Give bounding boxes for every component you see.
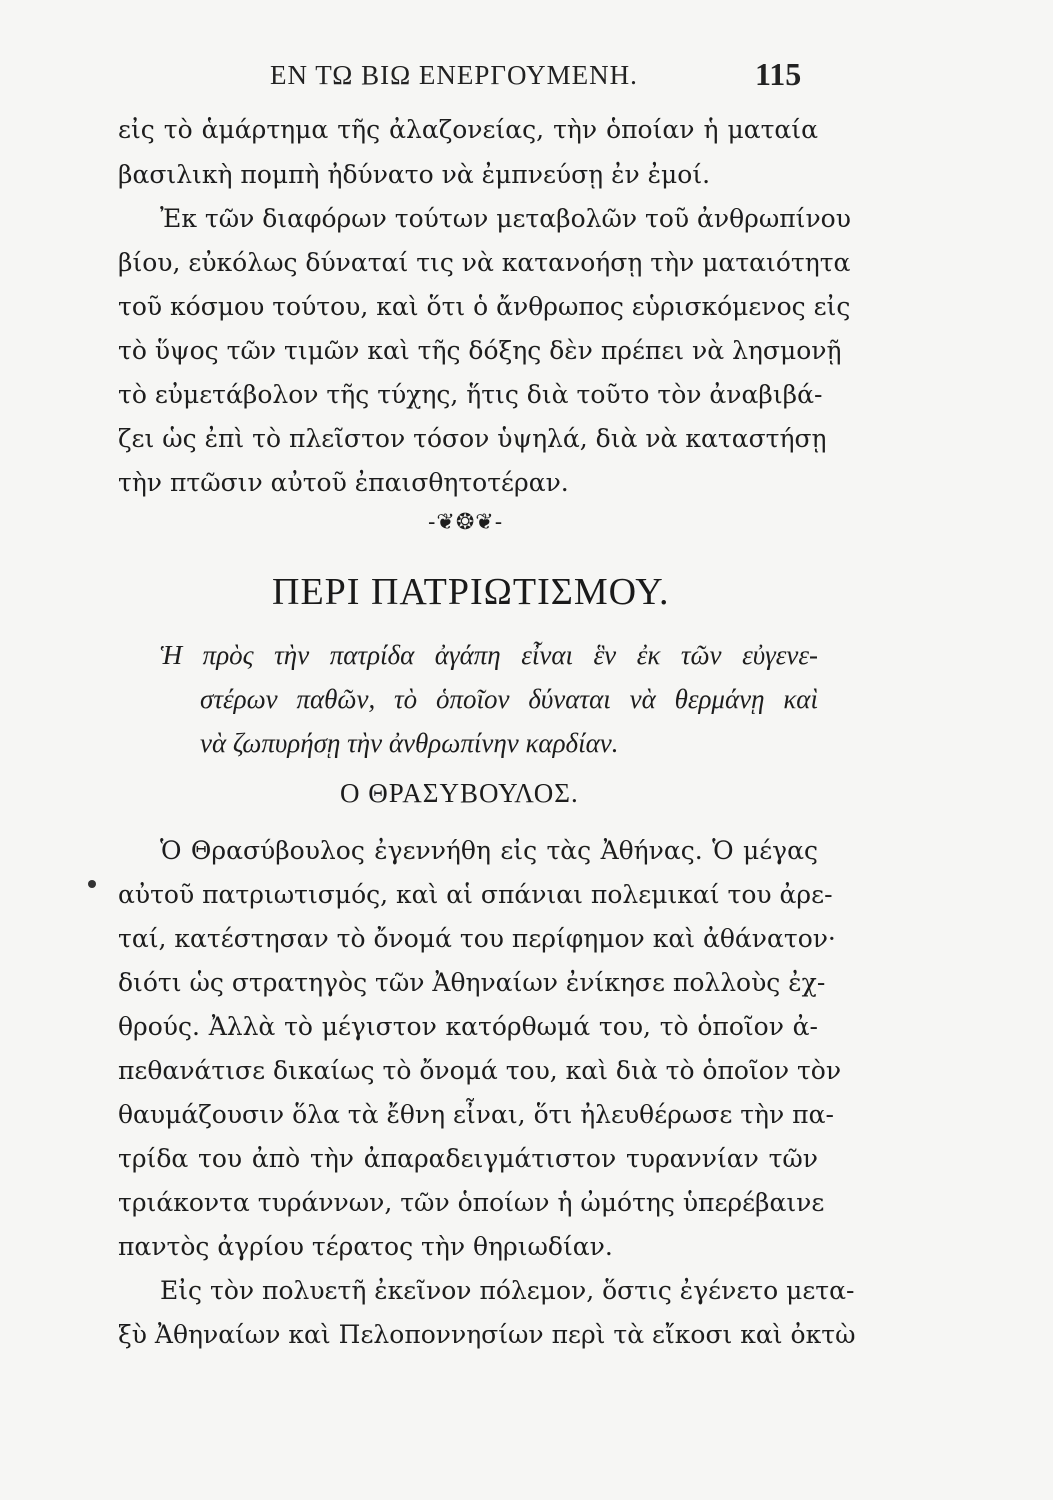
- section-ornament: -❦❂❦-: [428, 510, 504, 535]
- epigraph-line: νὰ ζωπυρήσῃ τὴν ἀνθρωπίνην καρδίαν.: [200, 728, 619, 758]
- text-line: βίου, εὐκόλως δύναταί τις νὰ κατανοήσῃ τὴν ματαιότητα: [118, 248, 851, 277]
- text-line: τὸ εὐμετάβολον τῆς τύχης, ἥτις διὰ τοῦτο τὸν ἀναβιβά-: [118, 380, 823, 409]
- text-line: τὴν πτῶσιν αὐτοῦ ἐπαισθητοτέραν.: [118, 468, 569, 497]
- epigraph-line: στέρων παθῶν, τὸ ὁποῖον δύναται νὰ θερμάνῃ καὶ: [200, 684, 818, 714]
- text-line: πεθανάτισε δικαίως τὸ ὄνομά του, καὶ διὰ τὸ ὁποῖον τὸν: [118, 1056, 842, 1085]
- text-line: τὸ ὕψος τῶν τιμῶν καὶ τῆς δόξης δὲν πρέπει νὰ λησμονῇ: [118, 336, 842, 365]
- text-line: θαυμάζουσιν ὅλα τὰ ἔθνη εἶναι, ὅτι ἠλευθέρωσε τὴν πα-: [118, 1100, 834, 1129]
- text-line: Εἰς τὸν πολυετῆ ἐκεῖνον πόλεμον, ὅστις ἐγένετο μετα-: [160, 1276, 855, 1305]
- text-line: θρούς. Ἀλλὰ τὸ μέγιστον κατόρθωμά του, τὸ ὁποῖον ἀ-: [118, 1012, 818, 1041]
- text-line: Ὁ Θρασύβουλος ἐγεννήθη εἰς τὰς Ἀθήνας. Ὁ μέγας: [160, 836, 818, 865]
- text-line: εἰς τὸ ἁμάρτημα τῆς ἀλαζονείας, τὴν ὁποίαν ἡ ματαία: [118, 115, 818, 144]
- text-line: παντὸς ἀγρίου τέρατος τὴν θηριωδίαν.: [118, 1232, 613, 1261]
- section-title: ΠΕΡΙ ΠΑΤΡΙΩΤΙΣΜΟΥ.: [272, 571, 670, 613]
- text-line: βασιλικὴ πομπὴ ἠδύνατο νὰ ἐμπνεύσῃ ἐν ἐμοί.: [118, 160, 711, 189]
- text-line: διότι ὡς στρατηγὸς τῶν Ἀθηναίων ἐνίκησε πολλοὺς ἐχ-: [118, 968, 826, 997]
- text-line: ξὺ Ἀθηναίων καὶ Πελοποννησίων περὶ τὰ εἴκοσι καὶ ὀκτὼ: [118, 1320, 856, 1349]
- stray-ink-mark: [88, 880, 96, 888]
- text-line: αὐτοῦ πατριωτισμός, καὶ αἱ σπάνιαι πολεμικαί του ἀρε-: [118, 880, 833, 909]
- text-line: ταί, κατέστησαν τὸ ὄνομά του περίφημον καὶ ἀθάνατον·: [118, 924, 836, 953]
- text-line: ζει ὡς ἐπὶ τὸ πλεῖστον τόσον ὑψηλά, διὰ νὰ καταστήσῃ: [118, 424, 827, 453]
- subsection-title: Ο ΘΡΑΣΥΒΟΥΛΟΣ.: [340, 778, 579, 808]
- text-line: τριάκοντα τυράννων, τῶν ὁποίων ἡ ὠμότης ὑπερέβαινε: [118, 1188, 825, 1217]
- text-line: Ἐκ τῶν διαφόρων τούτων μεταβολῶν τοῦ ἀνθρωπίνου: [160, 204, 851, 233]
- page-number: 115: [755, 56, 802, 92]
- text-line: τοῦ κόσμου τούτου, καὶ ὅτι ὁ ἄνθρωπος εὑρισκόμενος εἰς: [118, 292, 851, 321]
- epigraph-line: Ἡ πρὸς τὴν πατρίδα ἀγάπη εἶναι ἓν ἐκ τῶν εὐγενε-: [160, 640, 818, 670]
- running-title: ΕΝ ΤΩ ΒΙΩ ΕΝΕΡΓΟΥΜΕΝΗ.: [270, 60, 638, 90]
- text-line: τρίδα του ἀπὸ τὴν ἀπαραδειγμάτιστον τυραννίαν τῶν: [118, 1144, 818, 1173]
